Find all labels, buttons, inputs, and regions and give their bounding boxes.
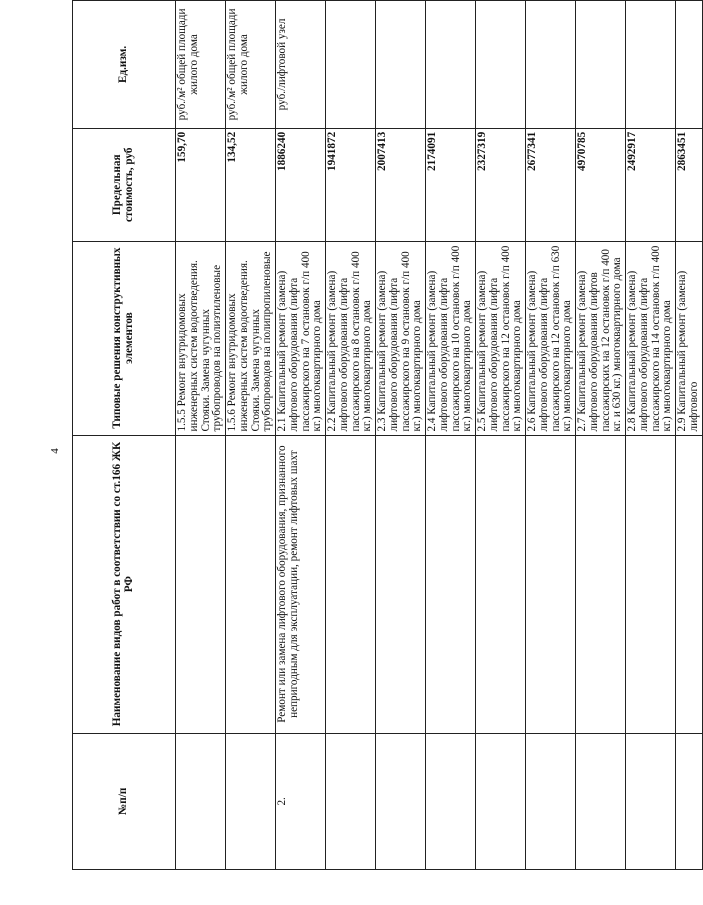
cell-decision: 1.5.6 Ремонт внутридомовых инженерных систем водоотведения. Стояки. Замена чугунных трубопроводов на полипропиленовые	[226, 241, 276, 435]
cell-cost: 159,70	[176, 128, 226, 241]
cell-unit: руб./м² общей площади жилого дома	[226, 1, 276, 129]
cell-unit	[526, 1, 576, 129]
cell-kind	[476, 435, 526, 733]
cell-kind	[376, 435, 426, 733]
cell-unit	[326, 1, 376, 129]
table-row	[276, 1, 326, 870]
cell-num	[526, 733, 576, 869]
cell-cost: 2174091	[426, 128, 476, 241]
cell-kind	[226, 435, 276, 733]
cell-unit: руб./м² общей площади жилого дома	[176, 1, 226, 129]
cell-decision: 2.3 Капитальный ремонт (замена) лифтового оборудования (лифта пассажирского на 9 остановок г/п 400 кг.) многоквартирного дома	[376, 241, 426, 435]
cell-num	[476, 733, 526, 869]
cell-cost: 2863451	[676, 128, 703, 241]
table-row	[376, 1, 426, 870]
cell-kind	[626, 435, 676, 733]
cell-cost: 2677341	[526, 128, 576, 241]
header-cost: Предельная стоимость, руб	[73, 128, 176, 241]
table-row	[676, 1, 703, 870]
cell-unit	[376, 1, 426, 129]
cell-num	[376, 733, 426, 869]
table-row	[176, 1, 226, 870]
cell-num	[226, 733, 276, 869]
cell-unit: руб./лифтовой узел	[276, 1, 326, 129]
cell-unit	[626, 1, 676, 129]
cell-num	[326, 733, 376, 869]
table-row	[326, 1, 376, 870]
cell-kind	[676, 435, 703, 733]
cell-decision: 2.1 Капитальный ремонт (замена) лифтового оборудования (лифта пассажирского на 7 остановок г/п 400 кг.) многоквартирного дома	[276, 241, 326, 435]
cell-kind: Ремонт или замена лифтового оборудования, признанного непригодным для эксплуатации, ремонт лифтовых шахт	[276, 435, 326, 733]
cell-decision: 2.6 Капитальный ремонт (замена) лифтового оборудования (лифта пассажирского на 12 остановок г/п 630 кг.) многоквартирного дома	[526, 241, 576, 435]
cell-num	[426, 733, 476, 869]
cell-kind	[526, 435, 576, 733]
cell-num	[676, 733, 703, 869]
cell-cost: 2007413	[376, 128, 426, 241]
cell-cost: 1886240	[276, 128, 326, 241]
cell-cost: 1941872	[326, 128, 376, 241]
cell-decision: 1.5.5 Ремонт внутридомовых инженерных систем водоотведения. Стояки. Замена чугунных трубопроводов на полиэтиленовые	[176, 241, 226, 435]
cell-num: 2.	[276, 733, 326, 869]
cell-kind	[326, 435, 376, 733]
cell-decision: 2.7 Капитальный ремонт (замена) лифтового оборудования (лифтов пассажирских на 12 остановок г/п 400 кг. и 630 кг.) многоквартирного дома	[576, 241, 626, 435]
table-row	[226, 1, 276, 870]
cell-unit	[476, 1, 526, 129]
table-row	[626, 1, 676, 870]
works-table	[72, 0, 703, 870]
rotated-page	[72, 0, 700, 870]
table-row	[576, 1, 626, 870]
cell-decision: 2.5 Капитальный ремонт (замена) лифтового оборудования (лифта пассажирского на 12 остановок г/п 400 кг.) многоквартирного дома	[476, 241, 526, 435]
header-num: №п/п	[73, 733, 176, 869]
header-decision: Типовые решения конструктивных элементов	[73, 241, 176, 435]
cell-kind	[426, 435, 476, 733]
header-unit: Ед.изм.	[73, 1, 176, 129]
cell-decision: 2.2 Капитальный ремонт (замена) лифтового оборудования (лифта пассажирского на 8 остановок г/п 400 кг.) многоквартирного дома	[326, 241, 376, 435]
cell-cost: 2492917	[626, 128, 676, 241]
cell-num	[626, 733, 676, 869]
header-kind: Наименование видов работ в соответствии со ст.166 ЖК РФ	[73, 435, 176, 733]
cell-kind	[176, 435, 226, 733]
table-row	[426, 1, 476, 870]
cell-cost: 2327319	[476, 128, 526, 241]
table-header-row	[73, 1, 176, 870]
cell-num	[576, 733, 626, 869]
table-row	[526, 1, 576, 870]
cell-unit	[576, 1, 626, 129]
cell-kind	[576, 435, 626, 733]
table-row	[476, 1, 526, 870]
cell-cost: 4970785	[576, 128, 626, 241]
cell-unit	[676, 1, 703, 129]
cell-decision: 2.4 Капитальный ремонт (замена) лифтового оборудования (лифта пассажирского на 10 остановок г/п 400 кг.) многоквартирного дома	[426, 241, 476, 435]
page-number: 4	[48, 448, 61, 454]
cell-unit	[426, 1, 476, 129]
cell-decision: 2.9 Капитальный ремонт (замена) лифтового	[676, 241, 703, 435]
cell-cost: 134,52	[226, 128, 276, 241]
table-body	[176, 1, 703, 870]
cell-decision: 2.8 Капитальный ремонт (замена) лифтового оборудования (лифта пассажирского на 14 остановок г/п 400 кг.) многоквартирного дома	[626, 241, 676, 435]
cell-num	[176, 733, 226, 869]
